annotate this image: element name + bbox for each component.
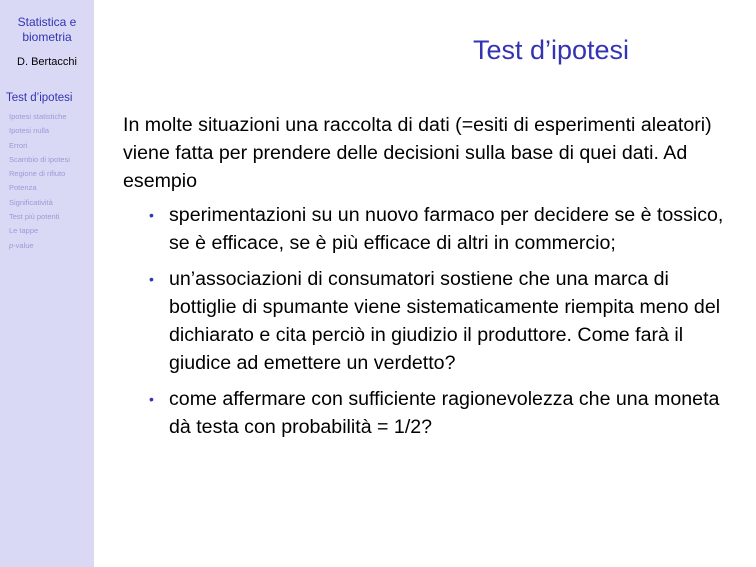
list-item — [123, 265, 738, 377]
bullet-icon: • — [149, 207, 154, 223]
slide-title: Test d’ipotesi — [472, 35, 630, 65]
list-item — [123, 201, 738, 257]
bullet-text: sperimentazioni su un nuovo farmaco per decidere se è tossico, se è efficace, se è più efficace di altri in commercio; — [169, 204, 724, 254]
list-item — [123, 385, 738, 441]
bullet-text: come affermare con sufficiente ragionevolezza che una moneta dà testa con probabilità = 1/2? — [169, 388, 720, 438]
intro-paragraph: In molte situazioni una raccolta di dati (=esiti di esperimenti aleatori) viene fatta per prendere delle decisioni sulla base di quei dati. Ad esempio — [123, 114, 712, 192]
sidebar-item-test-piu-potenti[interactable]: Test più potenti — [9, 212, 60, 222]
sidebar-item-ipotesi-statistiche[interactable]: Ipotesi statistiche — [9, 112, 67, 121]
sidebar-item-significativita[interactable]: Significatività — [9, 197, 53, 207]
bullet-icon: • — [149, 271, 154, 287]
sidebar-item-le-tappe[interactable]: Le tappe — [9, 226, 39, 236]
bullet-list — [123, 201, 738, 441]
navigation-sidebar — [0, 0, 94, 567]
sidebar-item-regione-di-rifiuto[interactable]: Regione di rifiuto — [9, 169, 66, 179]
sidebar-item-potenza[interactable]: Potenza — [9, 183, 37, 193]
slide-body — [123, 111, 738, 449]
course-title[interactable]: Statistica e biometria — [17, 15, 77, 44]
sidebar-item-ipotesi-nulla[interactable]: Ipotesi nulla — [9, 126, 50, 136]
sidebar-item-scambio-di-ipotesi[interactable]: Scambio di ipotesi — [9, 154, 70, 164]
sidebar-subsection-list — [9, 110, 70, 253]
sidebar-item-p-value[interactable]: p-value — [9, 240, 34, 250]
sidebar-item-errori[interactable]: Errori — [9, 140, 28, 150]
author-name: D. Bertacchi — [17, 56, 77, 68]
bullet-icon: • — [149, 391, 154, 407]
sidebar-section-test-ipotesi[interactable]: Test d’ipotesi — [6, 92, 73, 104]
bullet-text: un’associazioni di consumatori sostiene che una marca di bottiglie di spumante viene sistematicamente riempita meno del dichiarato e cita perciò in giudizio il produttore. Come farà il giudice ad emettere un verdetto? — [169, 268, 721, 374]
